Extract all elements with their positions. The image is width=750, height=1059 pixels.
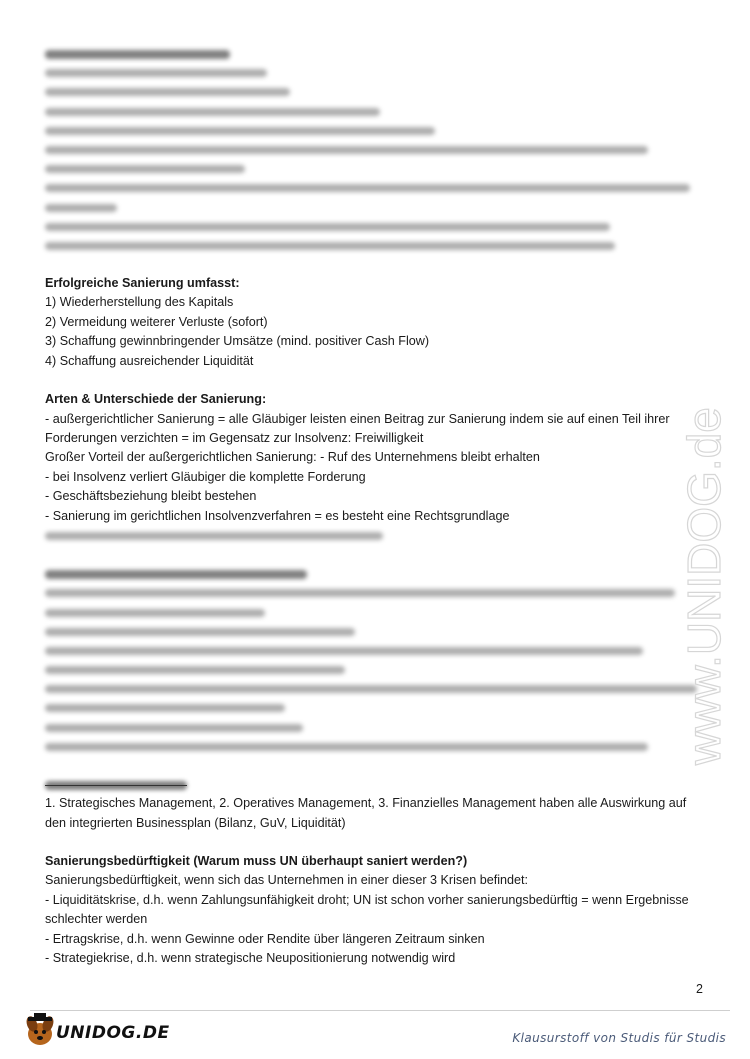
page-number: 2: [696, 982, 703, 996]
footer-divider: [30, 1010, 730, 1011]
text-line: den integrierten Businessplan (Bilanz, GuV, Liquidität): [45, 815, 346, 830]
blurred-line: [45, 622, 705, 641]
blurred-line: [45, 679, 705, 698]
blurred-line: [45, 121, 705, 140]
watermark: [676, 270, 736, 770]
blurred-line: [45, 178, 705, 197]
blurred-section-sanierung: [45, 44, 705, 255]
blurred-line: [45, 698, 705, 717]
blurred-line: [45, 641, 705, 660]
text-line: - Geschäftsbeziehung bleibt bestehen: [45, 489, 257, 504]
blurred-line: [45, 198, 705, 217]
text-line: - Liquiditätskrise, d.h. wenn Zahlungsunfähigkeit droht; UN ist schon vorher sanierungsbedürftig = wenn Ergebnisse: [45, 892, 689, 907]
text-line: Forderungen verzichten = im Gegensatz zur Insolvenz: Freiwilligkeit: [45, 430, 424, 445]
blurred-heading: [45, 44, 705, 63]
blurred-heading: [45, 775, 705, 794]
section-arten-unterschiede: [45, 390, 705, 545]
blurred-line: [45, 583, 705, 602]
text-line: - außergerichtlicher Sanierung = alle Gläubiger leisten einen Beitrag zur Sanierung indem sie auf einen Teil ihrer: [45, 411, 670, 426]
section-erfolgreiche-sanierung: [45, 274, 705, 371]
list-item: 2) Vermeidung weiterer Verluste (sofort): [45, 314, 268, 329]
blurred-heading: [45, 564, 705, 583]
blurred-section-voraussetzungen: [45, 564, 705, 756]
blurred-line: [45, 140, 705, 159]
logo-text: UNIDOG.DE: [56, 1023, 170, 1043]
blurred-line: [45, 737, 705, 756]
blurred-line: [45, 526, 705, 545]
text-line: 1. Strategisches Management, 2. Operatives Management, 3. Finanzielles Management haben alle Auswirkung auf: [45, 796, 687, 811]
section-sanierungsbeduerftigkeit: [45, 852, 705, 968]
text-line: - Ertragskrise, d.h. wenn Gewinne oder Rendite über längeren Zeitraum sinken: [45, 931, 485, 946]
text-line: Großer Vorteil der außergerichtlichen Sanierung: - Ruf des Unternehmens bleibt erhalten: [45, 450, 540, 465]
blurred-line: [45, 236, 705, 255]
text-line: - bei Insolvenz verliert Gläubiger die komplette Forderung: [45, 469, 366, 484]
watermark-graphic: [676, 270, 736, 770]
blurred-line: [45, 159, 705, 178]
blurred-line: [45, 718, 705, 737]
footer-tagline: Klausurstoff von Studis für Studis: [512, 1031, 726, 1045]
section-heading: Erfolgreiche Sanierung umfasst:: [45, 276, 240, 291]
spacer: [45, 833, 705, 852]
spacer: [45, 756, 705, 775]
text-line: - Sanierung im gerichtlichen Insolvenzverfahren = es besteht eine Rechtsgrundlage: [45, 508, 510, 523]
watermark-text: www.UNIDOG.de: [678, 407, 730, 765]
page-content: [45, 44, 705, 968]
text-line: Sanierungsbedürftigkeit, wenn sich das Unternehmen in einer dieser 3 Krisen befindet:: [45, 873, 529, 888]
list-item: 3) Schaffung gewinnbringender Umsätze (mind. positiver Cash Flow): [45, 334, 430, 349]
section-heading: Sanierungsbedürftigkeit (Warum muss UN überhaupt saniert werden?): [45, 854, 468, 868]
blurred-line: [45, 603, 705, 622]
blurred-line: [45, 82, 705, 101]
spacer: [45, 371, 705, 390]
list-item: 4) Schaffung ausreichender Liquidität: [45, 353, 254, 368]
text-line: - Strategiekrise, d.h. wenn strategische Neupositionierung notwendig wird: [45, 951, 456, 966]
blurred-line: [45, 102, 705, 121]
section-ablauf: [45, 775, 705, 833]
blurred-line: [45, 63, 705, 82]
list-item: 1) Wiederherstellung des Kapitals: [45, 295, 234, 310]
text-line: schlechter werden: [45, 912, 148, 927]
blurred-line: [45, 660, 705, 679]
spacer: [45, 255, 705, 274]
spacer: [45, 545, 705, 564]
section-heading: Arten & Unterschiede der Sanierung:: [45, 392, 267, 407]
dog-logo-icon: [22, 1010, 58, 1050]
blurred-line: [45, 217, 705, 236]
